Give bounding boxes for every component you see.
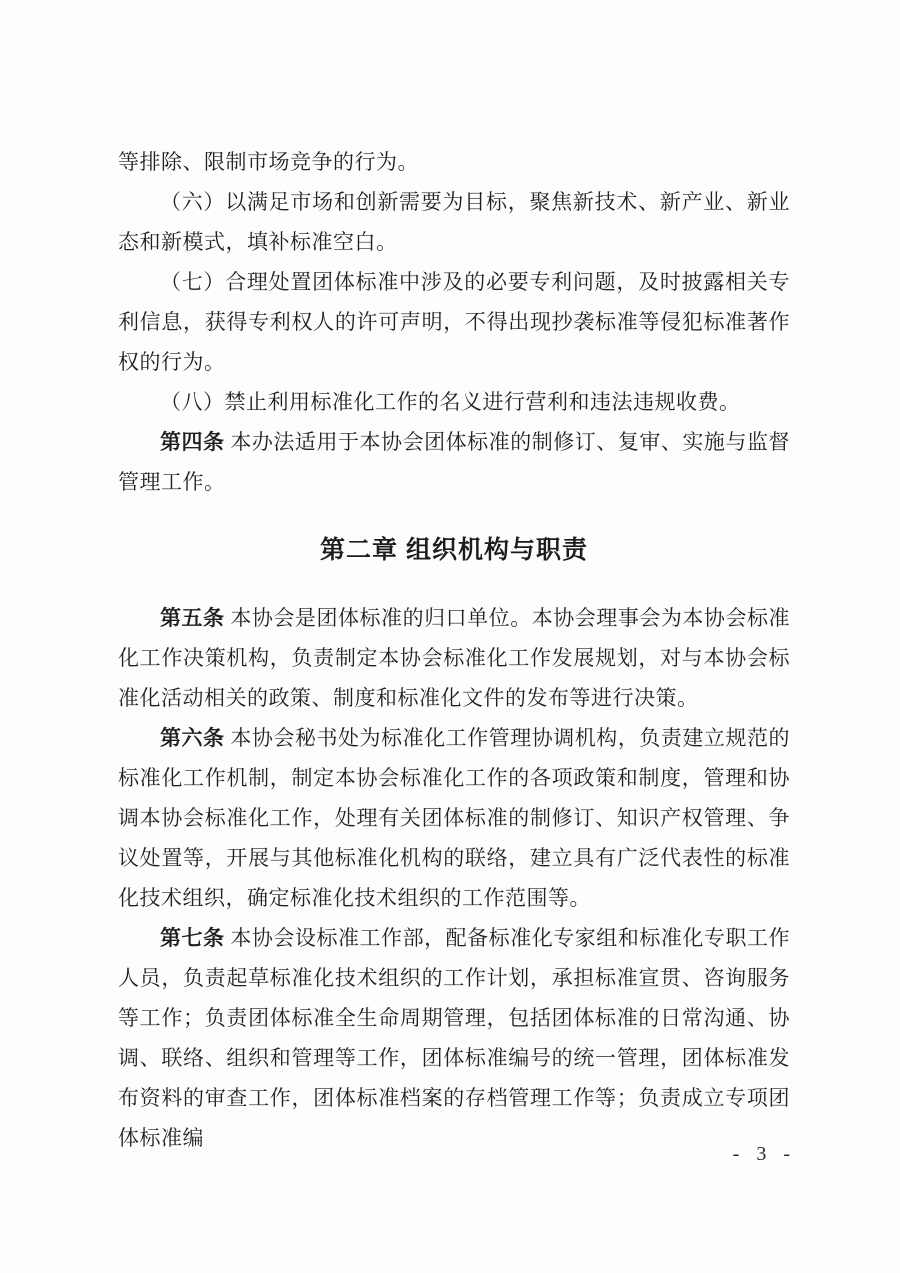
article-number: 第六条 (160, 726, 225, 750)
paragraph-text: （六）以满足市场和创新需要为目标，聚焦新技术、新产业、新业态和新模式，填补标准空白。 (118, 190, 790, 254)
paragraph (118, 918, 790, 1158)
chapter-heading: 第二章 组织机构与职责 (320, 536, 588, 564)
paragraph-text: 本协会是团体标准的归口单位。本协会理事会为本协会标准化工作决策机构，负责制定本协会标准化工作发展规划，对与本协会标准化活动相关的政策、制度和标准化文件的发布等进行决策。 (118, 606, 791, 710)
paragraph-text: 本协会秘书处为标准化工作管理协调机构，负责建立规范的标准化工作机制，制定本协会标准化工作的各项政策和制度，管理和协调本协会标准化工作，处理有关团体标准的制修订、知识产权管理、争议处置等，开展与其他标准化机构的联络，建立具有广泛代表性的标准化技术组织，确定标准化技术组织的工作范围等。 (118, 726, 791, 910)
paragraph-text: 本办法适用于本协会团体标准的制修订、复审、实施与监督管理工作。 (118, 430, 791, 494)
paragraph (118, 718, 790, 918)
paragraph-text: （八）禁止利用标准化工作的名义进行营利和违法违规收费。 (160, 390, 741, 414)
paragraph-text: 本协会设标准工作部，配备标准化专家组和标准化专职工作人员，负责起草标准化技术组织的工作计划，承担标准宣贯、咨询服务等工作；负责团体标准全生命周期管理，包括团体标准的日常沟通、协调、联络、组织和管理等工作，团体标准编号的统一管理，团体标准发布资料的审查工作，团体标准档案的存档管理工作等；负责成立专项团体标准编 (118, 926, 791, 1150)
paragraph (118, 182, 790, 262)
document-body (118, 142, 790, 1158)
paragraph-text: （七）合理处置团体标准中涉及的必要专利问题，及时披露相关专利信息，获得专利权人的许可声明，不得出现抄袭标准等侵犯标准著作权的行为。 (118, 270, 790, 374)
paragraph (118, 262, 790, 382)
paragraph (118, 598, 790, 718)
article-number: 第七条 (160, 926, 225, 950)
paragraph (118, 422, 790, 502)
article-number: 第四条 (160, 430, 225, 454)
paragraph (118, 382, 790, 422)
paragraph (118, 142, 790, 182)
page-number: - 3 - (732, 1143, 796, 1165)
article-number: 第五条 (160, 606, 225, 630)
paragraph-text: 等排除、限制市场竞争的行为。 (118, 150, 419, 174)
